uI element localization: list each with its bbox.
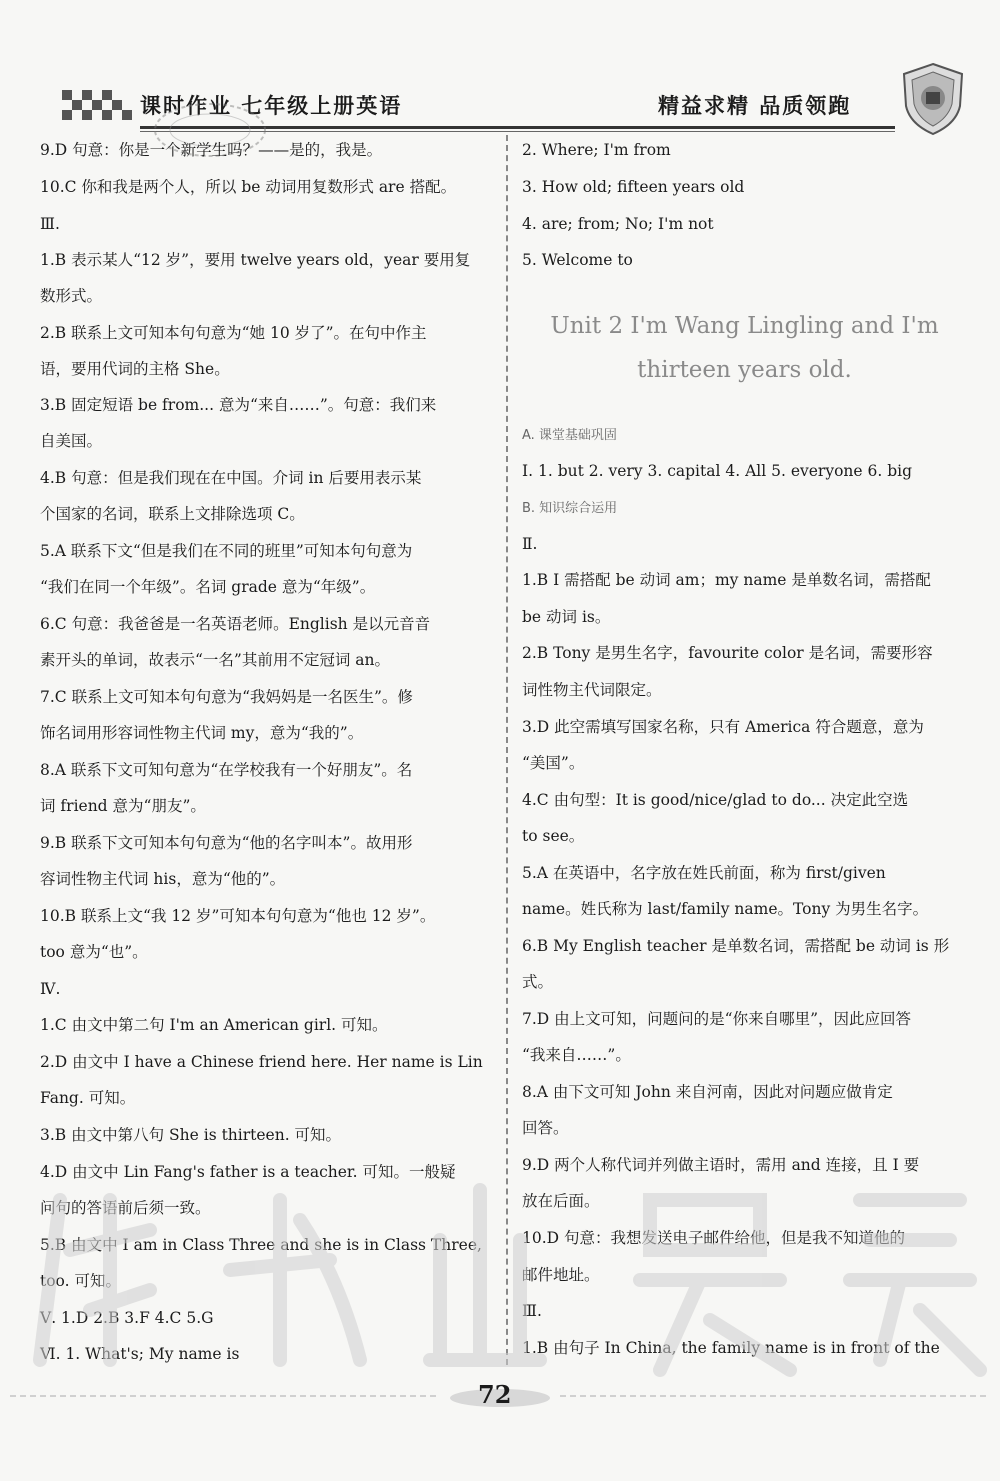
answer-line: Ⅴ. 1.D 2.B 3.F 4.C 5.G bbox=[40, 1309, 214, 1327]
answer-line: 2.B Tony 是男生名字，favourite color 是名词，需要形容 bbox=[522, 644, 933, 662]
section-heading: Ⅲ. bbox=[40, 215, 60, 233]
answer-line: 4.D 由文中 Lin Fang's father is a teacher. 可知。一般疑 bbox=[40, 1163, 456, 1181]
answer-line: name。姓氏称为 last/family name。Tony 为男生名字。 bbox=[522, 900, 929, 918]
answer-line: 放在后面。 bbox=[522, 1192, 600, 1210]
checker-decoration-icon bbox=[62, 90, 134, 126]
answer-line: 3.D 此空需填写国家名称，只有 America 符合题意，意为 bbox=[522, 718, 924, 736]
answer-line: 3.B 由文中第八句 She is thirteen. 可知。 bbox=[40, 1126, 342, 1144]
answer-line: 9.D 句意：你是一个新学生吗？——是的，我是。 bbox=[40, 141, 383, 159]
section-heading: Ⅱ. bbox=[522, 535, 538, 553]
answer-line: Ⅰ. 1. but 2. very 3. capital 4. All 5. everyone 6. big bbox=[522, 462, 913, 480]
answer-line: 6.C 句意：我爸爸是一名英语老师。English 是以元音音 bbox=[40, 615, 431, 633]
column-divider bbox=[506, 135, 508, 1365]
answer-line: “我来自……”。 bbox=[522, 1046, 631, 1064]
answer-line: “美国”。 bbox=[522, 754, 585, 772]
section-heading: Ⅲ. bbox=[522, 1302, 542, 1320]
answer-line: too. 可知。 bbox=[40, 1272, 121, 1290]
answer-line: too 意为“也”。 bbox=[40, 943, 148, 961]
answer-line: 回答。 bbox=[522, 1119, 569, 1137]
answer-line: to see。 bbox=[522, 827, 585, 845]
answer-line: 10.B 联系上文“我 12 岁”可知本句句意为“他也 12 岁”。 bbox=[40, 907, 436, 925]
header-book-title: 课时作业 七年级上册英语 bbox=[140, 93, 403, 118]
answer-line: 自美国。 bbox=[40, 432, 103, 450]
answer-line: Ⅵ. 1. What's; My name is bbox=[40, 1345, 240, 1363]
answer-line: 词性物主代词限定。 bbox=[522, 681, 662, 699]
answer-line: 5.A 在英语中，名字放在姓氏前面，称为 first/given bbox=[522, 864, 886, 882]
answer-line: 容词性物主代词 his，意为“他的”。 bbox=[40, 870, 286, 888]
answer-line: 邮件地址。 bbox=[522, 1266, 600, 1284]
answer-line: 4.C 由句型：It is good/nice/glad to do... 决定此空选 bbox=[522, 791, 909, 809]
answer-line: 式。 bbox=[522, 973, 554, 991]
answer-line: 7.D 由上文可知，问题问的是“你来自哪里”，因此应回答 bbox=[522, 1010, 911, 1028]
answer-line: 1.B 由句子 In China, the family name is in front of the bbox=[522, 1339, 940, 1357]
answer-line: 6.B My English teacher 是单数名词，需搭配 be 动词 is 形 bbox=[522, 937, 950, 955]
answer-line: 2.B 联系上文可知本句句意为“她 10 岁了”。在句中作主 bbox=[40, 324, 427, 342]
answer-line: “我们在同一个年级”。名词 grade 意为“年级”。 bbox=[40, 578, 376, 596]
answer-line: 4. are; from; No; I'm not bbox=[522, 215, 714, 233]
answer-line: 5.A 联系下文“但是我们在不同的班里”可知本句句意为 bbox=[40, 542, 413, 560]
answer-line: 4.B 句意：但是我们现在在中国。介词 in 后要用表示某 bbox=[40, 469, 422, 487]
answer-line: 5.B 由文中 I am in Class Three and she is in Class Three, bbox=[40, 1236, 482, 1254]
answer-line: 数形式。 bbox=[40, 287, 103, 305]
answer-line: 3.B 固定短语 be from... 意为“来自……”。句意：我们来 bbox=[40, 396, 437, 414]
answer-line: 7.C 联系上文可知本句句意为“我妈妈是一名医生”。修 bbox=[40, 688, 413, 706]
unit-title-line-2: thirteen years old. bbox=[637, 357, 852, 383]
section-heading: Ⅳ. bbox=[40, 980, 61, 998]
unit-title-line-1: Unit 2 I'm Wang Lingling and I'm bbox=[550, 313, 939, 339]
section-heading: A. 课堂基础巩固 bbox=[522, 428, 617, 443]
page-number: 72 bbox=[478, 1380, 512, 1409]
answer-line: 10.C 你和我是两个人，所以 be 动词用复数形式 are 搭配。 bbox=[40, 178, 457, 196]
answer-line: 语，要用代词的主格 She。 bbox=[40, 360, 230, 378]
answer-line: 个国家的名词，联系上文排除选项 C。 bbox=[40, 505, 305, 523]
shield-emblem-icon bbox=[900, 62, 966, 136]
answer-line: 1.B I 需搭配 be 动词 am；my name 是单数名词，需搭配 bbox=[522, 571, 931, 589]
section-heading: B. 知识综合运用 bbox=[522, 501, 618, 516]
answer-line: 9.B 联系下文可知本句句意为“他的名字叫本”。故用形 bbox=[40, 834, 413, 852]
answer-line: 1.C 由文中第二句 I'm an American girl. 可知。 bbox=[40, 1016, 388, 1034]
answer-line: 9.D 两个人称代词并列做主语时，需用 and 连接，且 I 要 bbox=[522, 1156, 920, 1174]
answer-line: 问句的答语前后须一致。 bbox=[40, 1199, 211, 1217]
answer-line: 3. How old; fifteen years old bbox=[522, 178, 745, 196]
answer-line: 词 friend 意为“朋友”。 bbox=[40, 797, 206, 815]
header-slogan: 精益求精 品质领跑 bbox=[658, 93, 852, 118]
answer-line: 8.A 由下文可知 John 来自河南，因此对问题应做肯定 bbox=[522, 1083, 893, 1101]
answer-line: Fang. 可知。 bbox=[40, 1089, 136, 1107]
answer-line: be 动词 is。 bbox=[522, 608, 611, 626]
answer-line: 素开头的单词，故表示“一名”其前用不定冠词 an。 bbox=[40, 651, 391, 669]
answer-line: 饰名词用形容词性物主代词 my，意为“我的”。 bbox=[40, 724, 364, 742]
answer-line: 2. Where; I'm from bbox=[522, 141, 671, 159]
answer-line: 8.A 联系下文可知句意为“在学校我有一个好朋友”。名 bbox=[40, 761, 413, 779]
answer-line: 10.D 句意：我想发送电子邮件给他，但是我不知道他的 bbox=[522, 1229, 906, 1247]
answer-line: 1.B 表示某人“12 岁”，要用 twelve years old，year 要用复 bbox=[40, 251, 471, 269]
answer-line: 2.D 由文中 I have a Chinese friend here. Her name is Lin bbox=[40, 1053, 483, 1071]
answer-line: 5. Welcome to bbox=[522, 251, 633, 269]
